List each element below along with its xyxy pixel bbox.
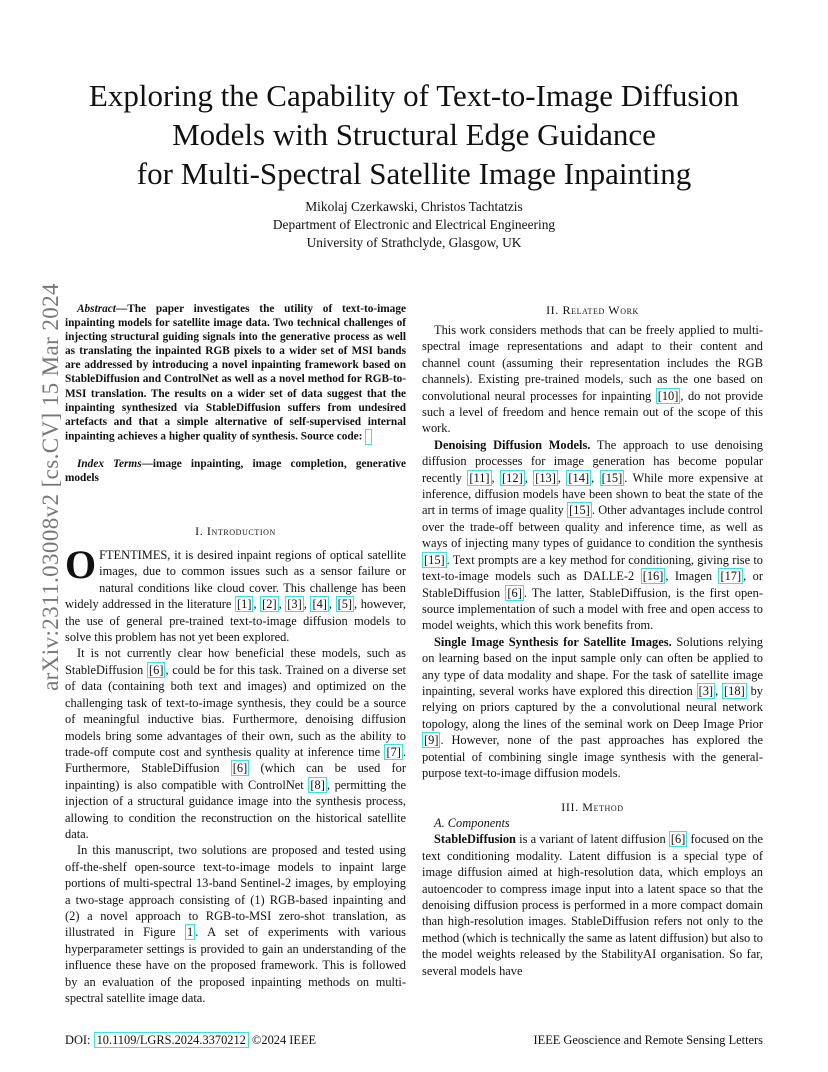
citation-link[interactable]: [3] <box>698 683 714 698</box>
intro-paragraph-1: OFTENTIMES, it is desired inpaint regions of optical satellite images, due to common issues such as a sensor failure or natural conditions like cloud cover. This challenge has been widely addressed in the literature [1] , [2] , [3] , [4] , [5] , however, the use of general pre-trained text-to-image diffusion models to solve this problem has not yet been explored. <box>65 542 406 645</box>
left-column <box>65 302 406 1006</box>
citation-link[interactable]: [18] <box>724 683 745 698</box>
index-terms-label: Index Terms <box>77 457 142 470</box>
intro-heading: I. Introduction <box>195 524 276 539</box>
abstract <box>65 302 406 485</box>
abstract-label: Abstract <box>77 303 116 315</box>
citation-link[interactable]: [15] <box>601 470 623 485</box>
citation-link[interactable]: [6] <box>232 761 248 776</box>
author-department: Department of Electronic and Electrical Engineering <box>272 217 556 232</box>
citation-link[interactable]: [6] <box>670 832 686 847</box>
citation-link[interactable]: [10] <box>657 388 679 403</box>
citation-link[interactable]: [13] <box>535 470 556 485</box>
index-terms <box>65 457 406 485</box>
source-code-link[interactable] <box>365 429 372 445</box>
author-block <box>100 198 728 252</box>
abstract-text: —The paper investigates the utility of text-to-image inpainting models for satellite image data. Two technical challenges of injecting structural guiding signals into the generative process as well as translating the inpainted RGB pixels to a wider set of MSI bands are addressed by introducing a novel inpainting framework based on StableDiffusion and ControlNet as well as a novel method for RGB-to-MSI translation. The results on a wider set of data suggest that the inpainting synthesized via StableDiffusion suffers from undesired artefacts and that a simple alternative of self-supervised internal inpainting achieves a higher quality of synthesis. Source code: <box>65 303 406 443</box>
intro-paragraph-3: In this manuscript, two solutions are proposed and tested using off-the-shelf open-source text-to-image models to inpaint large portions of multi-spectral 13-band Sentinel-2 images, by employing a two-stage approach consisting of (1) RGB-based inpainting and (2) a novel approach to RGB-to-MSI zero-shot translation, as illustrated in Figure 1 . A set of experiments with various hyperparameter settings is provided to gain an understanding of the influence these have on the proposed framework. This is followed by an evaluation of the proposed inpainting methods on multi-spectral satellite image data. <box>65 843 406 1005</box>
citation-link[interactable]: [11] <box>469 470 490 485</box>
citation-link[interactable]: [4] <box>312 597 327 612</box>
author-university: University of Strathclyde, Glasgow, UK <box>306 235 522 250</box>
related-paragraph-1: This work considers methods that can be freely applied to multi-spectral image representations and adapt to their content and channel count (assuming their representation includes the RGB channels). Existing pre-trained models, such as the one based on convolutional neural processes for inpainting [10] , do not provide such a level of freedom and hence remain out of the scope of this work. <box>422 323 763 436</box>
citation-link[interactable]: [3] <box>287 597 302 612</box>
title-line-1: Exploring the Capability of Text-to-Image Diffusion <box>88 78 740 113</box>
citation-link[interactable]: [12] <box>502 470 523 485</box>
citation-link[interactable]: [15] <box>424 552 445 567</box>
citation-link[interactable]: [5] <box>337 597 353 612</box>
intro-paragraph-2: It is not currently clear how beneficial these models, such as StableDiffusion [6] , could be for this task. Trained on a diverse set of data (containing both text and images) and optimized on the challenging task of text-to-image synthesis, they could be a source of meaningful inductive bias. Furthermore, denoising diffusion models bring some advantages of their own, such as the ability to trade-off compute cost and synthesis quality at inference time [7] . Furthermore, StableDiffusion [6] (which can be used for inpainting) is also compatible with ControlNet [8] , permitting the injection of a structural guidance image into the synthesis process, allowing to condition the reconstruction on the historical satellite data. <box>65 646 406 841</box>
title-line-2: Models with Structural Edge Guidance <box>172 117 656 152</box>
citation-link[interactable]: [16] <box>642 569 664 584</box>
citation-link[interactable]: [2] <box>262 597 277 612</box>
citation-link[interactable]: [9] <box>424 733 439 748</box>
citation-link[interactable]: [6] <box>149 662 164 677</box>
related-work-heading: II. Related Work <box>546 303 639 317</box>
arxiv-identifier: arXiv:2311.03008v2 [cs.CV] 15 Mar 2024 <box>38 283 63 691</box>
doi-link[interactable]: 10.1109/LGRS.2024.3370212 <box>94 1032 249 1048</box>
citation-link[interactable]: [1] <box>237 597 252 612</box>
title-line-3: for Multi-Spectral Satellite Image Inpainting <box>136 156 692 191</box>
footer-journal: IEEE Geoscience and Remote Sensing Letters <box>533 1033 763 1047</box>
index-terms-text: —image inpainting, image completion, generative models <box>65 457 407 484</box>
components-subheading: A. Components <box>434 816 510 831</box>
author-names: Mikolaj Czerkawski, Christos Tachtatzis <box>305 199 523 214</box>
citation-link[interactable]: [8] <box>310 777 325 792</box>
figure-link[interactable]: 1 <box>187 925 194 940</box>
page-footer <box>65 1031 763 1049</box>
method-heading: III. Method <box>561 800 624 815</box>
citation-link[interactable]: [14] <box>568 470 590 485</box>
citation-link[interactable]: [6] <box>507 585 522 600</box>
citation-link[interactable]: [15] <box>569 503 590 518</box>
dropcap-letter: O <box>65 542 97 588</box>
citation-link[interactable]: [7] <box>386 744 401 759</box>
footer-doi: DOI: 10.1109/LGRS.2024.3370212 ©2024 IEEE <box>65 1033 317 1047</box>
arxiv-sidebar <box>36 277 66 697</box>
citation-link[interactable]: [17] <box>720 569 742 584</box>
related-paragraph-3: Single Image Synthesis for Satellite Images. Solutions relying on learning based on the input sample only can often be applied to any type of data modality and shape. For the task of satellite image inpainting, several works have explored this direction [3] , [18] by relying on priors captured by the a convolutional neural network topology, along the lines of the seminal work on Deep Image Prior [9] . However, none of the past approaches has explored the potential of combining single image synthesis with the general-purpose text-to-image diffusion models. <box>422 634 763 780</box>
related-paragraph-2: Denoising Diffusion Models. The approach to use denoising diffusion processes for image generation has become popular recently [11] , [12] , [13] , [14] , [15] . While more expensive at inference, diffusion models have been shown to beat the state of the art in terms of image quality [15] . Other advantages include control over the trade-off between quality and inference time, as well as ways of injecting many types of guidance to condition the synthesis [15] . Text prompts are a key method for conditioning, giving rise to text-to-image models such as DALLE-2 [16] , Imagen [17] , or StableDiffusion [6] . The latter, StableDiffusion, is the first open-source implementation of such a model with free and open access to model weights, which this work benefits from. <box>422 437 764 633</box>
paper-title <box>40 76 788 193</box>
right-column <box>422 302 763 979</box>
abstract-paragraph <box>65 302 406 445</box>
method-paragraph-1: StableDiffusion is a variant of latent diffusion [6] focused on the text conditioning modality. Latent diffusion is a special type of image diffusion aimed at high-resolution data, which employs an autoencoder to compress image input into a latent space so that the denoising diffusion process is performed in a more compact domain than high-resolution images. StableDiffusion refers not only to the method (which is technically the same as latent diffusion) but also to the model weights released by the StabilityAI organisation. So far, several models have <box>422 832 763 978</box>
